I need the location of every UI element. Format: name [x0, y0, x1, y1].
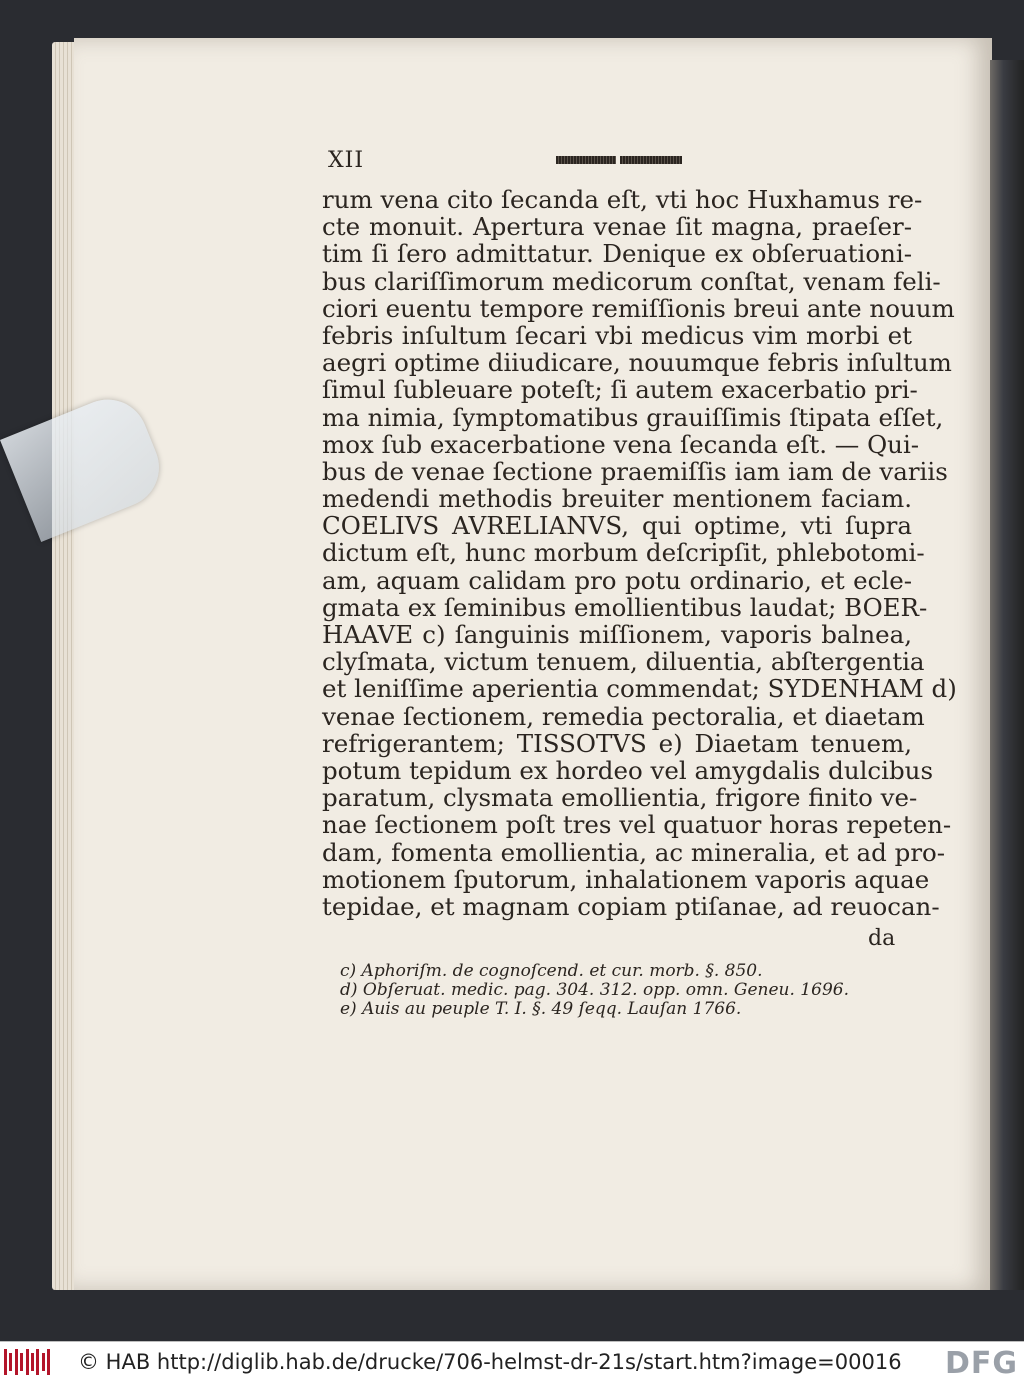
header-ornament	[556, 156, 682, 164]
dfg-logo: DFG	[944, 1346, 1018, 1381]
text-line: refrigerantem; TISSOTVS e) Diaetam tenuem,	[322, 728, 912, 758]
footnote: d) Obſeruat. medic. pag. 304. 312. opp. omn. Geneu. 1696.	[340, 980, 849, 1000]
text-line: medendi methodis breuiter mentionem faciam.	[322, 484, 912, 514]
source-url-link[interactable]: © HAB http://diglib.hab.de/drucke/706-helmst-dr-21s/start.htm?image=00016	[78, 1350, 902, 1374]
text-line: COELIVS AVRELIANVS, qui optime, vti ſupra	[322, 511, 912, 541]
text-line: febris inſultum ſecari vbi medicus vim morbi et	[322, 320, 912, 350]
text-line: clyſmata, victum tenuem, diluentia, abſtergentia	[322, 647, 925, 677]
footnote: c) Aphoriſm. de cognoſcend. et cur. morb. §. 850.	[340, 961, 763, 981]
text-line: mox ſub exacerbatione vena ſecanda eſt. — Qui-	[322, 429, 920, 459]
footnotes	[340, 962, 900, 1019]
text-line: potum tepidum ex hordeo vel amygdalis dulcibus	[322, 755, 934, 785]
text-line: venae ſectionem, remedia pectoralia, et diaetam	[322, 701, 925, 731]
text-line: dam, fomenta emollientia, ac mineralia, et ad pro-	[322, 837, 946, 867]
text-line: tepidae, et magnam copiam ptiſanae, ad reuocan-	[322, 891, 940, 921]
text-line: ſimul ſubleuare poteſt; ſi autem exacerbatio pri-	[322, 375, 918, 405]
text-line: motionem ſputorum, inhalationem vaporis aquae	[322, 864, 930, 894]
text-line: aegri optime diiudicare, nouumque febris inſultum	[322, 348, 952, 378]
text-line: ma nimia, ſymptomatibus grauiſſimis ſtipata eſſet,	[322, 402, 944, 432]
text-line: bus de venae ſectione praemiſſis iam iam de variis	[322, 456, 948, 486]
text-line: tim ſi ſero admittatur. Denique ex obſeruationi-	[322, 239, 912, 269]
footnote: e) Auis au peuple T. I. §. 49 ſeqq. Lauſan 1766.	[340, 999, 742, 1019]
text-line: cte monuit. Apertura venae ſit magna, praeſer-	[322, 212, 912, 242]
text-line: bus clariſſimorum medicorum conſtat, venam feli-	[322, 266, 941, 296]
page-number: XII	[328, 148, 365, 173]
book-gutter	[990, 60, 1024, 1290]
status-bar	[0, 1341, 1024, 1382]
body-text	[322, 185, 957, 921]
text-line: rum vena cito ſecanda eſt, vti hoc Huxhamus re-	[322, 185, 923, 214]
text-line: HAAVE c) ſanguinis miſſionem, vaporis balnea,	[322, 620, 912, 649]
catchword: da	[868, 926, 896, 951]
hab-logo-icon	[4, 1348, 50, 1376]
text-line: paratum, clysmata emollientia, frigore finito ve-	[322, 783, 918, 813]
text-line: nae ſectionem poſt tres vel quatuor horas repeten-	[322, 810, 952, 840]
text-line: ciori euentu tempore remiſſionis breui ante nouum	[322, 293, 955, 323]
text-line: dictum eſt, hunc morbum deſcripſit, phlebotomi-	[322, 538, 925, 568]
text-line: et leniſſime aperientia commendat; SYDENHAM d)	[322, 674, 957, 704]
text-line: gmata ex ſeminibus emollientibus laudat; BOER-	[322, 592, 928, 622]
text-line: am, aquam calidam pro potu ordinario, et ecle-	[322, 565, 912, 595]
